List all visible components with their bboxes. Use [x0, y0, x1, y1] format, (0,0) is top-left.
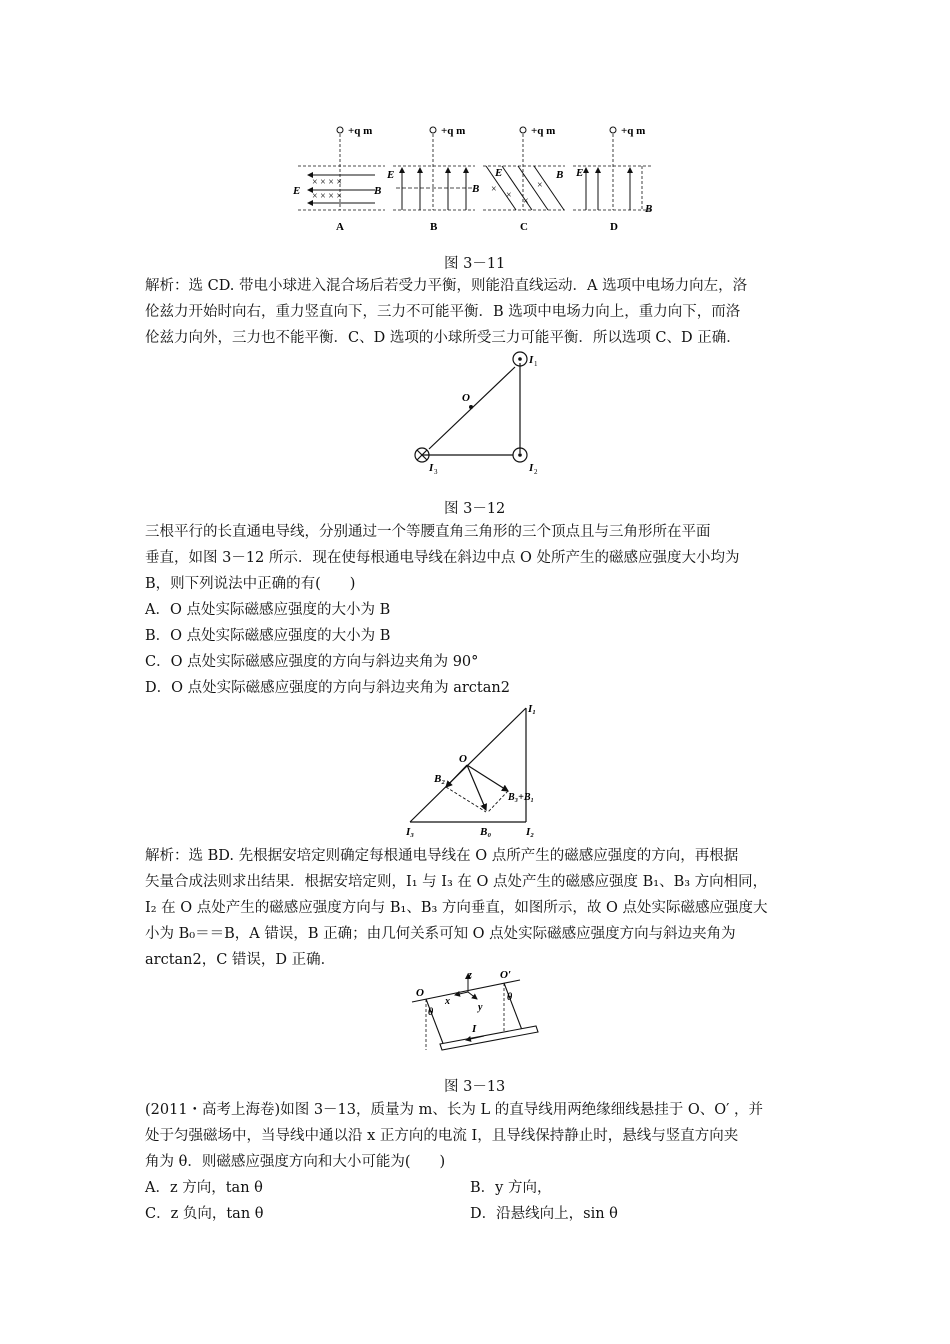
- option-label-d: D: [610, 221, 618, 233]
- svg-text:I₃: I₃: [406, 826, 415, 838]
- svg-text:+q m: +q m: [621, 125, 646, 137]
- svg-text:O: O: [416, 987, 424, 999]
- svg-text:+q m: +q m: [441, 125, 466, 137]
- svg-text:I: I: [429, 462, 434, 474]
- svg-text:×: ×: [491, 184, 497, 195]
- solution-2-line-5: arctan2，C 错误，D 正确．: [145, 952, 336, 968]
- svg-text:E: E: [576, 167, 584, 179]
- question-2-line-1: 三根平行的长直通电导线，分别通过一个等腰直角三角形的三个顶点且与三角形所在平面: [145, 524, 711, 540]
- figure-3-11: [290, 118, 670, 236]
- figure-3-12: [405, 345, 555, 477]
- svg-text:E: E: [387, 169, 395, 181]
- solution-2-line-4: 小为 B₀＝＝B，A 错误，B 正确；由几何关系可知 O 点处实际磁感应强度方向与斜边夹角为: [145, 926, 736, 942]
- svg-text:B: B: [374, 185, 382, 197]
- svg-text:E: E: [495, 167, 503, 179]
- figure-caption-3-11: 图 3－11: [444, 256, 506, 272]
- figure-vector-diagram: [400, 698, 560, 840]
- question-2-line-2: 垂直，如图 3－12 所示．现在使每根通电导线在斜边中点 O 处所产生的磁感应强度大小均为: [145, 550, 740, 566]
- panel-d: [573, 125, 652, 233]
- svg-text:B: B: [556, 169, 564, 181]
- svg-text:2: 2: [534, 468, 538, 476]
- panel-a: [292, 125, 385, 233]
- figure-caption-3-12: 图 3－12: [444, 501, 506, 517]
- option-label-b: B: [430, 221, 438, 233]
- question-2-option-c: C．O 点处实际磁感应强度的方向与斜边夹角为 90°: [145, 654, 479, 670]
- question-3-line-1: (2011・高考上海卷)如图 3－13，质量为 m、长为 L 的直导线用两绝缘细线悬挂于 O、O′ ，并: [145, 1102, 763, 1118]
- solution-2-line-3: I₂ 在 O 点处产生的磁感应强度方向与 B₁、B₃ 方向垂直，如图所示，故 O 点处实际磁感应强度大: [145, 900, 768, 916]
- svg-text:× × × ×: × × × ×: [312, 177, 343, 188]
- question-3-line-3: 角为 θ．则磁感应强度方向和大小可能为( ): [145, 1154, 446, 1170]
- svg-text:B₂: B₂: [434, 773, 446, 785]
- solution-1-line-1: 解析：选 CD. 带电小球进入混合场后若受力平衡，则能沿直线运动．A 选项中电场力向左，洛: [145, 278, 748, 294]
- question-3-option-c: C．z 负向，tan θ: [145, 1206, 264, 1222]
- figure-caption-3-13: 图 3－13: [444, 1079, 506, 1095]
- solution-1-line-2: 伦兹力开始时向右，重力竖直向下，三力不可能平衡．B 选项中电场力向上，重力向下，而洛: [145, 304, 741, 320]
- charge-label: +q m: [348, 125, 373, 137]
- question-2-option-b: B．O 点处实际磁感应强度的大小为 B: [145, 628, 391, 644]
- question-3-option-a: A．z 方向，tan θ: [145, 1180, 263, 1196]
- svg-text:×: ×: [523, 196, 529, 207]
- solution-2-line-2: 矢量合成法则求出结果．根据安培定则，I₁ 与 I₃ 在 O 点处产生的磁感应强度 B₁、B₃ 方向相同，: [145, 874, 768, 890]
- svg-text:×: ×: [506, 190, 512, 201]
- panel-b: [386, 125, 479, 233]
- svg-text:B: B: [645, 203, 653, 215]
- solution-2-line-1: 解析：选 BD. 先根据安培定则确定每根通电导线在 O 点所产生的磁感应强度的方向，再根据: [145, 848, 739, 864]
- svg-text:E: E: [293, 185, 301, 197]
- svg-text:×: ×: [537, 180, 543, 191]
- question-2-line-3: B，则下列说法中正确的有( ): [145, 576, 356, 592]
- svg-text:I₁: I₁: [528, 703, 537, 715]
- svg-text:+q m: +q m: [531, 125, 556, 137]
- svg-text:z: z: [468, 970, 472, 981]
- svg-text:B₃+B₁: B₃+B₁: [508, 792, 535, 803]
- svg-text:y: y: [478, 1002, 483, 1013]
- svg-text:3: 3: [434, 468, 438, 476]
- question-2-option-d: D．O 点处实际磁感应强度的方向与斜边夹角为 arctan2: [145, 680, 510, 696]
- svg-text:O: O: [459, 753, 467, 765]
- option-label-a: A: [336, 221, 344, 233]
- question-3-option-b: B．y 方向，: [470, 1180, 552, 1196]
- svg-text:I: I: [472, 1023, 477, 1035]
- svg-text:O′: O′: [500, 970, 512, 981]
- svg-text:θ: θ: [507, 992, 513, 1003]
- svg-text:× × × ×: × × × ×: [312, 191, 343, 202]
- figure-3-13: [408, 970, 548, 1056]
- question-3-option-d: D．沿悬线向上，sin θ: [470, 1206, 618, 1222]
- svg-text:B₀: B₀: [480, 826, 492, 838]
- question-3-line-2: 处于匀强磁场中，当导线中通以沿 x 正方向的电流 I，且导线保持静止时，悬线与竖直方向夹: [145, 1128, 739, 1144]
- solution-1-line-3: 伦兹力向外，三力也不能平衡．C、D 选项的小球所受三力可能平衡．所以选项 C、D 正确．: [145, 330, 741, 346]
- panel-c: [483, 125, 565, 233]
- svg-text:θ: θ: [428, 1007, 434, 1018]
- svg-text:B: B: [472, 183, 480, 195]
- svg-text:O: O: [462, 392, 470, 404]
- svg-text:1: 1: [534, 360, 538, 368]
- svg-text:I: I: [529, 462, 534, 474]
- question-2-option-a: A．O 点处实际磁感应强度的大小为 B: [145, 602, 391, 618]
- option-label-c: C: [520, 221, 528, 233]
- svg-text:x: x: [445, 996, 450, 1007]
- svg-text:I₂: I₂: [526, 826, 535, 838]
- svg-text:I: I: [529, 354, 534, 366]
